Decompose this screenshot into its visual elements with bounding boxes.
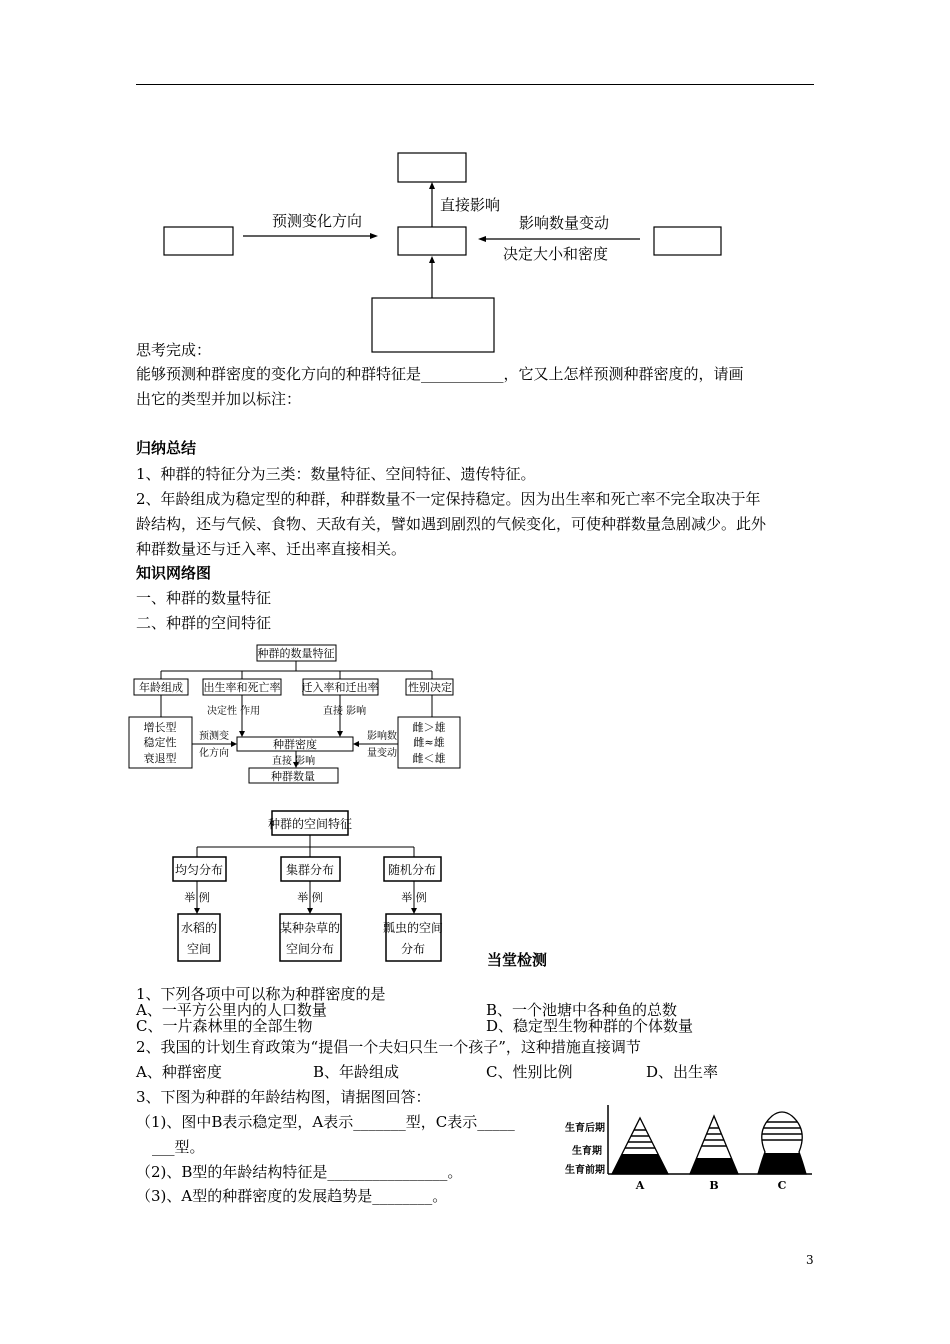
s-ex2-line1: 某种杂草的 — [279, 921, 341, 935]
q-lbl-predict-1: 预测变 — [199, 731, 229, 742]
q-sex-ratio-1: 雌＞雄 — [412, 721, 446, 734]
think-heading: 思考完成： — [136, 341, 212, 359]
s-root-label: 种群的空间特征 — [267, 817, 353, 831]
network-item-1: 一、种群的数量特征 — [136, 589, 272, 607]
think-line-2: 出它的类型并加以标注： — [136, 390, 302, 408]
think-line-1: 能够预测种群密度的变化方向的种群特征是___________，它又上怎样预测种群密度的，请画 — [136, 365, 744, 383]
s-example-3: 举 例 — [401, 891, 427, 904]
q1-option-c: C、一片森林里的全部生物 — [136, 1017, 313, 1035]
s-ex1-line1: 水稻的 — [180, 921, 218, 935]
q3-part3: （3)、A型的种群密度的发展趋势是________。 — [136, 1187, 448, 1205]
s-ex3-line2: 分布 — [400, 942, 426, 956]
q-migration-label: 迁入率和迁出率 — [301, 681, 379, 694]
age-label-reproductive: 生育期 — [572, 1146, 602, 1157]
s-example-1: 举 例 — [184, 891, 210, 904]
label-direct-influence: 直接影响 — [440, 196, 501, 214]
pyramid-label-c: C — [777, 1179, 787, 1192]
age-label-post: 生育后期 — [565, 1123, 605, 1134]
summary-heading: 归纳总结 — [136, 439, 197, 457]
q-type-2: 稳定性 — [143, 736, 177, 749]
summary-p2-line3: 种群数量还与迁入率、迁出率直接相关。 — [136, 540, 407, 558]
q-lbl-affect-count-1: 影响数 — [367, 731, 397, 742]
s-ex2-line2: 空间分布 — [285, 942, 335, 956]
q3-part1-line2: ___型。 — [152, 1138, 205, 1156]
q-root-label: 种群的数量特征 — [257, 647, 335, 660]
q2-option-a: A、种群密度 — [136, 1063, 222, 1081]
label-predict-direction: 预测变化方向 — [272, 212, 363, 230]
page-number: 3 — [806, 1253, 814, 1267]
network-item-2: 二、种群的空间特征 — [136, 614, 272, 632]
q-lbl-predict-2: 化方向 — [199, 748, 229, 759]
q2-option-d: D、出生率 — [646, 1063, 719, 1081]
q-lbl-affect-count-2: 量变动 — [367, 748, 397, 759]
q2: 2、我国的计划生育政策为“提倡一个夫妇只生一个孩子”，这种措施直接调节 — [136, 1038, 641, 1056]
q-birth-label: 出生率和死亡率 — [203, 681, 281, 694]
pyramid-a — [600, 1116, 680, 1176]
q2-option-c: C、性别比例 — [486, 1063, 573, 1081]
s-ex1-line2: 空间 — [186, 942, 212, 956]
q-density-label: 种群密度 — [273, 738, 317, 751]
q-sex-label: 性别决定 — [408, 681, 452, 694]
s-example-2: 举 例 — [297, 891, 323, 904]
s-uniform-label: 均匀分布 — [174, 863, 224, 877]
summary-p1: 1、种群的特征分为三类：数量特征、空间特征、遗传特征。 — [136, 465, 536, 483]
s-cluster-label: 集群分布 — [285, 863, 335, 877]
pyramid-label-a: A — [635, 1179, 645, 1192]
summary-p2-line2: 龄结构，还与气候、食物、天敌有关，譬如遇到剧烈的气候变化，可使种群数量急剧减少。此外 — [136, 515, 767, 533]
q-sex-ratio-2: 雌≈雄 — [413, 736, 445, 749]
age-label-pre: 生育前期 — [565, 1165, 605, 1176]
q2-option-b: B、年龄组成 — [313, 1063, 400, 1081]
q-type-1: 增长型 — [143, 721, 177, 734]
check-heading: 当堂检测 — [487, 951, 548, 969]
q-age-label: 年龄组成 — [139, 681, 183, 694]
q3-part1-line1: （1)、图中B表示稳定型，A表示_______型，C表示_____ — [136, 1113, 515, 1131]
q1-option-b: B、一个池塘中各种鱼的总数 — [486, 1001, 678, 1019]
q-lbl-decisive: 决定性 作用 — [207, 706, 261, 717]
q-type-3: 衰退型 — [143, 752, 177, 765]
s-random-label: 随机分布 — [387, 863, 437, 877]
pyramid-label-b: B — [709, 1179, 719, 1192]
q-quantity-label: 种群数量 — [271, 770, 315, 783]
summary-p2-line1: 2、年龄组成为稳定型的种群，种群数量不一定保持稳定。因为出生率和死亡率不完全取决于年 — [136, 490, 761, 508]
q-lbl-direct: 直接 影响 — [272, 756, 316, 767]
q1-option-d: D、稳定型生物种群的个体数量 — [486, 1017, 694, 1035]
q-lbl-direct-affect: 直接 影响 — [323, 706, 367, 717]
s-ex3-line1: 瓢虫的空间 — [382, 921, 444, 935]
network-heading: 知识网络图 — [136, 564, 212, 582]
q3-part2: （2)、B型的年龄结构特征是________________。 — [136, 1163, 463, 1181]
label-affect-count: 影响数量变动 — [519, 214, 610, 232]
q3: 3、下图为种群的年龄结构图，请据图回答： — [136, 1088, 431, 1106]
q1: 1、下列各项中可以称为种群密度的是 — [136, 985, 386, 1003]
q-sex-ratio-3: 雌＜雄 — [412, 752, 446, 765]
label-decide-size: 决定大小和密度 — [503, 245, 609, 263]
q1-option-a: A、一平方公里内的人口数量 — [136, 1001, 327, 1019]
